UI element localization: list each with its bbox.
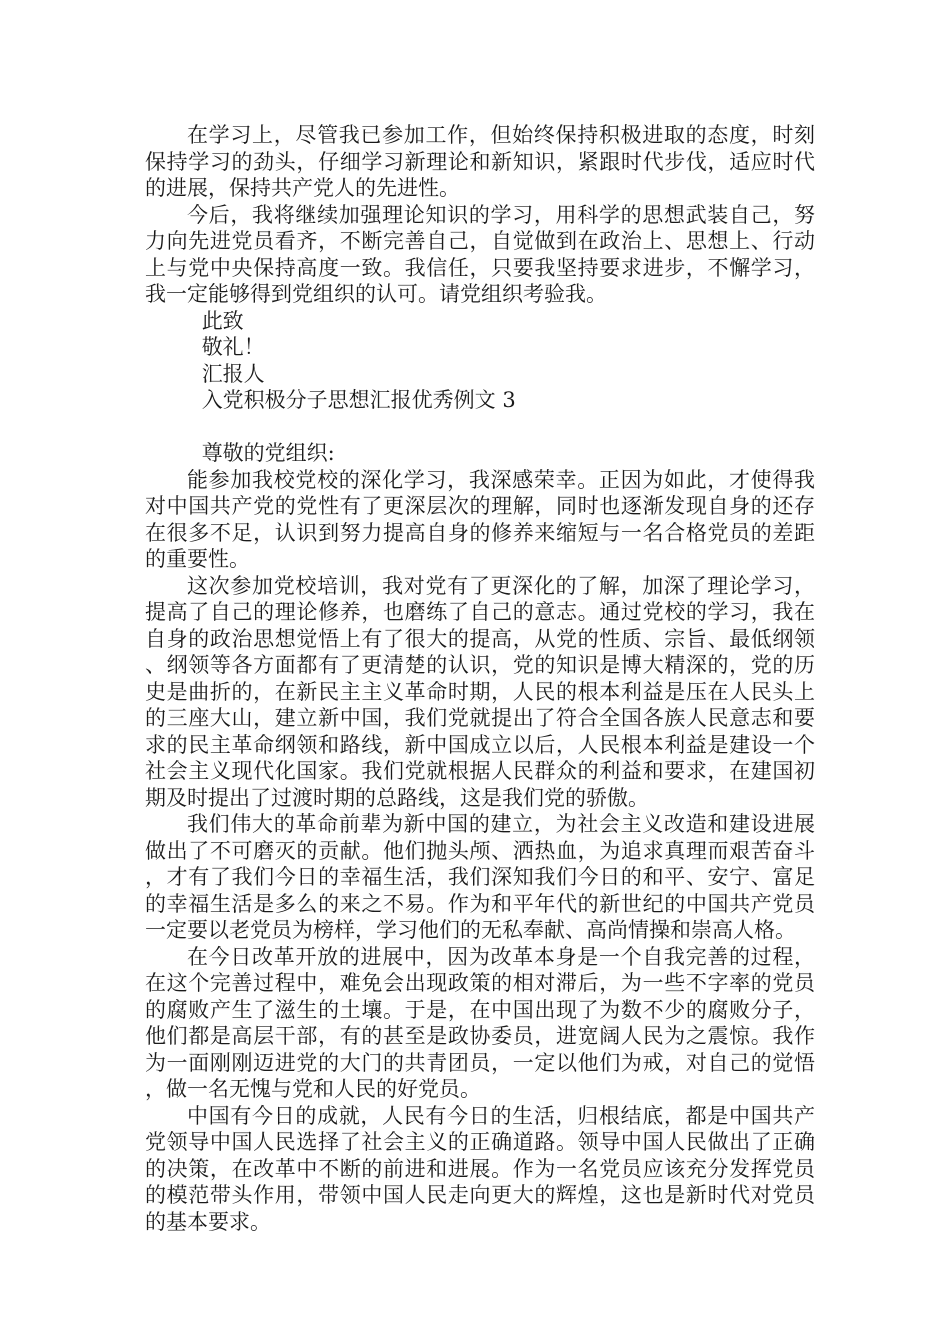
section-title: 入党积极分子思想汇报优秀例文 3 — [201, 388, 516, 412]
signature-line: 汇报人 — [201, 361, 265, 386]
paragraph-achievement: 中国有今日的成就，人民有今日的生活，归根结底，都是中国共产党领导中国人民选择了社会主义的正确道路。领导中国人民做出了正确的决策，在改革中不断的前进和进展。作为一名党员应该充分发挥党员的模范带头作用，带领中国人民走向更大的辉煌，这也是新时代对党员的基本要求。 — [145, 1103, 815, 1234]
paragraph-study: 在学习上，尽管我已参加工作，但始终保持积极进取的态度，时刻保持学习的劲头，仔细学习新理论和新知识，紧跟时代步伐，适应时代的进展，保持共产党人的先进性。 — [145, 123, 815, 200]
paragraph-training: 这次参加党校培训，我对党有了更深化的了解，加深了理论学习，提高了自己的理论修养，也磨练了自己的意志。通过党校的学习，我在自身的政治思想觉悟上有了很大的提高，从党的性质、宗旨、最低纲领、纲领等各方面都有了更清楚的认识，党的知识是博大精深的，党的历史是曲折的，在新民主主义革命时期，人民的根本利益是压在人民头上的三座大山，建立新中国，我们党就提出了符合全国各族人民意志和要求的民主革命纲领和路线，新中国成立以后，人民根本利益是建设一个社会主义现代化国家。我们党就根据人民群众的利益和要求，在建国初期及时提出了过渡时期的总路线，这是我们党的骄傲。 — [145, 573, 815, 810]
paragraph-future: 今后，我将继续加强理论知识的学习，用科学的思想武装自己，努力向先进党员看齐，不断完善自己，自觉做到在政治上、思想上、行动上与党中央保持高度一致。我信任，只要我坚持要求进步，不懈学习，我一定能够得到党组织的认可。请党组织考验我。 — [145, 202, 815, 306]
paragraph-honor: 能参加我校党校的深化学习，我深感荣幸。正因为如此，才使得我对中国共产党的党性有了更深层次的理解，同时也逐渐发现自身的还存在很多不足，认识到努力提高自身的修养来缩短与一名合格党员的差距的重要性。 — [145, 467, 815, 571]
paragraph-reform: 在今日改革开放的进展中，因为改革本身是一个自我完善的过程，在这个完善过程中，难免会出现政策的相对滞后，为一些不字率的党员的腐败产生了滋生的土壤。于是，在中国出现了为数不少的腐败分子，他们都是高层干部，有的甚至是政协委员，进宽阔人民为之震惊。我作为一面刚刚迈进党的大门的共青团员，一定以他们为戒，对自己的觉悟，做一名无愧与党和人民的好党员。 — [145, 944, 815, 1101]
document-body — [145, 122, 815, 1235]
paragraph-revolution: 我们伟大的革命前辈为新中国的建立，为社会主义改造和建设进展做出了不可磨灭的贡献。他们抛头颅、洒热血，为追求真理而艰苦奋斗，才有了我们今日的幸福生活，我们深知我们今日的和平、安宁、富足的幸福生活是多么的来之不易。作为和平年代的新世纪的中国共产党员一定要以老党员为榜样，学习他们的无私奉献、高尚情操和崇高人格。 — [145, 812, 815, 942]
blank-line — [145, 414, 815, 441]
salutation: 尊敬的党组织: — [201, 441, 335, 465]
closing-line-1: 此致 — [201, 308, 244, 333]
closing-line-2: 敬礼！ — [201, 335, 265, 359]
